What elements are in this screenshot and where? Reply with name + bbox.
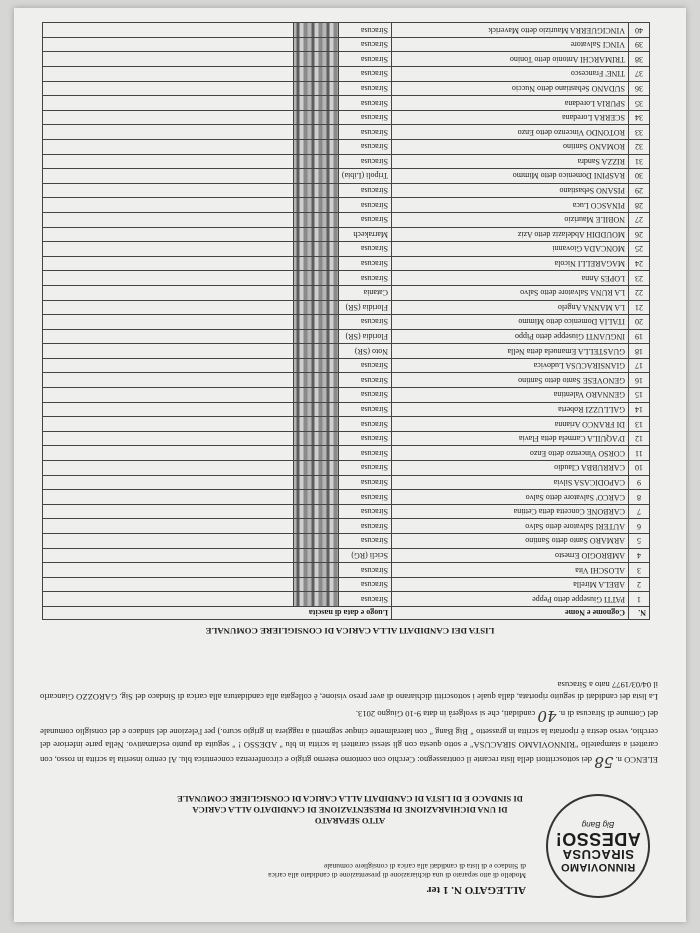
cell-number: 33 bbox=[629, 125, 650, 140]
logo-line-3: ADESSO! bbox=[555, 829, 641, 849]
table-row bbox=[43, 563, 650, 578]
table-row bbox=[43, 169, 650, 184]
cell-name: GUASTELLA Emanuela detta Nella bbox=[392, 344, 629, 359]
cell-redacted-date bbox=[293, 37, 338, 52]
table-row bbox=[43, 388, 650, 403]
table-row bbox=[43, 461, 650, 476]
cell-birthplace: Siracusa bbox=[338, 110, 391, 125]
cell-birthplace: Siracusa bbox=[338, 431, 391, 446]
table-row bbox=[43, 140, 650, 155]
cell-blank bbox=[43, 388, 294, 403]
cell-redacted-date bbox=[293, 198, 338, 213]
cell-blank bbox=[43, 534, 294, 549]
cell-redacted-date bbox=[293, 329, 338, 344]
cell-blank bbox=[43, 212, 294, 227]
table-row bbox=[43, 548, 650, 563]
cell-redacted-date bbox=[293, 96, 338, 111]
cell-number: 18 bbox=[629, 344, 650, 359]
cell-blank bbox=[43, 358, 294, 373]
cell-redacted-date bbox=[293, 344, 338, 359]
cell-number: 37 bbox=[629, 67, 650, 82]
allegato-title: ALLEGATO N. 1 ter bbox=[426, 884, 526, 896]
cell-blank bbox=[43, 300, 294, 315]
cell-redacted-date bbox=[293, 183, 338, 198]
cell-birthplace: Siracusa bbox=[338, 358, 391, 373]
cell-number: 3 bbox=[629, 563, 650, 578]
cell-birthplace: Siracusa bbox=[338, 388, 391, 403]
cell-number: 15 bbox=[629, 388, 650, 403]
table-row bbox=[43, 592, 650, 607]
paragraph-1 bbox=[40, 705, 658, 772]
cell-number: 6 bbox=[629, 519, 650, 534]
cell-number: 21 bbox=[629, 300, 650, 315]
cell-blank bbox=[43, 23, 294, 38]
cell-birthplace: Siracusa bbox=[338, 315, 391, 330]
cell-birthplace: Siracusa bbox=[338, 96, 391, 111]
cell-blank bbox=[43, 329, 294, 344]
cell-name: RASPINI Domenico detto Mimmo bbox=[392, 169, 629, 184]
candidate-count: 40 bbox=[537, 707, 557, 726]
cell-birthplace: Siracusa bbox=[338, 490, 391, 505]
cell-blank bbox=[43, 315, 294, 330]
table-row bbox=[43, 37, 650, 52]
cell-blank bbox=[43, 548, 294, 563]
cell-blank bbox=[43, 169, 294, 184]
paragraph-2 bbox=[40, 679, 658, 703]
cell-blank bbox=[43, 198, 294, 213]
cell-birthplace: Siracusa bbox=[338, 37, 391, 52]
cell-name: PISANO Sebastiano bbox=[392, 183, 629, 198]
cell-name: LOPES Anna bbox=[392, 271, 629, 286]
cell-name: SCERRA Loredana bbox=[392, 110, 629, 125]
cell-redacted-date bbox=[293, 592, 338, 607]
document-page bbox=[14, 8, 686, 922]
cell-number: 29 bbox=[629, 183, 650, 198]
cell-number: 30 bbox=[629, 169, 650, 184]
cell-blank bbox=[43, 373, 294, 388]
table-row bbox=[43, 417, 650, 432]
cell-number: 34 bbox=[629, 110, 650, 125]
cell-birthplace: Siracusa bbox=[338, 446, 391, 461]
logo-line-2: SIRACUSA bbox=[562, 847, 634, 862]
cell-redacted-date bbox=[293, 227, 338, 242]
cell-number: 4 bbox=[629, 548, 650, 563]
cell-name: LA MANNA Angelo bbox=[392, 300, 629, 315]
logo-line-1: RINNOVIAMO bbox=[560, 861, 636, 873]
cell-name: ITALIA Domenico detto Mimmo bbox=[392, 315, 629, 330]
cell-name: MONCADA Giovanni bbox=[392, 242, 629, 257]
cell-birthplace: Noto (SR) bbox=[338, 344, 391, 359]
table-row bbox=[43, 300, 650, 315]
cell-number: 23 bbox=[629, 271, 650, 286]
cell-birthplace: Siracusa bbox=[338, 256, 391, 271]
cell-name: PATTI Giuseppe detto Peppe bbox=[392, 592, 629, 607]
cell-birthplace: Siracusa bbox=[338, 140, 391, 155]
paragraph-1-text: dei sottoscrittori della lista recante il contrassegno: Cerchio con contorno esterno grigio e circonferenza concentrica blu. Al centro inserita la scritta in rosso, con caratteri a stampatello "RINNOVIAMO SIRACUSA" e sotto questa con gli stessi caratteri la scritta in blu " ADESSO ! " seguita da punto esclamativo. Nella parte inferiore del cerchio, verso destra è riportata la scritta in grassetto " Big Bang " con lateralmente cinque segmenti a raggiera in grigio scuro.) per l'elezione del sindaco e del consiglio comunale del Comune di Siracusa di n. bbox=[40, 709, 658, 765]
table-row bbox=[43, 285, 650, 300]
atto-line-3: DI SINDACO E DI LISTA DI CANDIDATI ALLA CARICA DI CONSIGLIERE COMUNALE bbox=[177, 793, 523, 804]
cell-number: 7 bbox=[629, 504, 650, 519]
atto-heading bbox=[74, 793, 626, 829]
table-row bbox=[43, 183, 650, 198]
list-title: LISTA DEI CANDIDATI ALLA CARICA DI CONSIGLIERE COMUNALE bbox=[205, 626, 495, 636]
cell-number: 27 bbox=[629, 212, 650, 227]
cell-name: ARMARO Santo detto Santino bbox=[392, 534, 629, 549]
cell-number: 40 bbox=[629, 23, 650, 38]
cell-birthplace: Floridia (SR) bbox=[338, 329, 391, 344]
cell-blank bbox=[43, 242, 294, 257]
cell-name: CAPODICASA Silvia bbox=[392, 475, 629, 490]
cell-number: 28 bbox=[629, 198, 650, 213]
table-row bbox=[43, 23, 650, 38]
cell-blank bbox=[43, 563, 294, 578]
table-row bbox=[43, 446, 650, 461]
cell-number: 35 bbox=[629, 96, 650, 111]
cell-blank bbox=[43, 227, 294, 242]
cell-blank bbox=[43, 490, 294, 505]
table-row bbox=[43, 154, 650, 169]
cell-number: 24 bbox=[629, 256, 650, 271]
header-name: Cognome e Nome bbox=[392, 607, 629, 620]
allegato-subtitle: Modello di atto separato di una dichiarazione di presentazione di candidato alla carica di Sindaco e di lista di candidati alla carica di consigliere comunale bbox=[268, 861, 526, 880]
rotated-sheet bbox=[14, 8, 686, 922]
cell-number: 14 bbox=[629, 402, 650, 417]
cell-number: 13 bbox=[629, 417, 650, 432]
cell-blank bbox=[43, 504, 294, 519]
cell-birthplace: Siracusa bbox=[338, 577, 391, 592]
table-row bbox=[43, 373, 650, 388]
cell-number: 39 bbox=[629, 37, 650, 52]
cell-redacted-date bbox=[293, 490, 338, 505]
cell-birthplace: Siracusa bbox=[338, 81, 391, 96]
cell-birthplace: Siracusa bbox=[338, 52, 391, 67]
cell-name: VINCI Salvatore bbox=[392, 37, 629, 52]
cell-name: VINCIGUERRA Maurizio detto Maverick bbox=[392, 23, 629, 38]
cell-number: 25 bbox=[629, 242, 650, 257]
cell-name: INGUANTI Giuseppe detto Pippo bbox=[392, 329, 629, 344]
cell-name: CARCO' Salvatore detto Salvo bbox=[392, 490, 629, 505]
table-row bbox=[43, 96, 650, 111]
cell-redacted-date bbox=[293, 402, 338, 417]
cell-birthplace: Siracusa bbox=[338, 154, 391, 169]
table-row bbox=[43, 125, 650, 140]
cell-blank bbox=[43, 81, 294, 96]
cell-name: ABELA Mirella bbox=[392, 577, 629, 592]
cell-redacted-date bbox=[293, 548, 338, 563]
cell-blank bbox=[43, 475, 294, 490]
cell-name: RIZZA Sandra bbox=[392, 154, 629, 169]
cell-redacted-date bbox=[293, 475, 338, 490]
cell-name: AUTERI Salvatore detto Salvo bbox=[392, 519, 629, 534]
cell-blank bbox=[43, 154, 294, 169]
cell-number: 9 bbox=[629, 475, 650, 490]
cell-blank bbox=[43, 577, 294, 592]
paragraph-1-end: candidati, che si svolgerà in data 9-10 Giugno 2013. bbox=[355, 709, 536, 720]
cell-redacted-date bbox=[293, 446, 338, 461]
cell-redacted-date bbox=[293, 300, 338, 315]
cell-redacted-date bbox=[293, 285, 338, 300]
cell-birthplace: Siracusa bbox=[338, 183, 391, 198]
cell-number: 16 bbox=[629, 373, 650, 388]
cell-name: CARBONE Concetta detta Cettina bbox=[392, 504, 629, 519]
cell-redacted-date bbox=[293, 256, 338, 271]
cell-redacted-date bbox=[293, 52, 338, 67]
table-row bbox=[43, 475, 650, 490]
cell-blank bbox=[43, 110, 294, 125]
cell-birthplace: Siracusa bbox=[338, 125, 391, 140]
cell-number: 31 bbox=[629, 154, 650, 169]
cell-name: GALLUZZI Roberta bbox=[392, 402, 629, 417]
table-row bbox=[43, 110, 650, 125]
cell-birthplace: Siracusa bbox=[338, 417, 391, 432]
table-row bbox=[43, 212, 650, 227]
table-row bbox=[43, 52, 650, 67]
cell-name: NOBILE Maurizio bbox=[392, 212, 629, 227]
table-header-row bbox=[43, 607, 650, 620]
cell-name: LA RUNA Salvatore detto Salvo bbox=[392, 285, 629, 300]
cell-redacted-date bbox=[293, 431, 338, 446]
cell-number: 5 bbox=[629, 534, 650, 549]
cell-number: 17 bbox=[629, 358, 650, 373]
cell-name: ROTONDO Vincenzo detto Enzo bbox=[392, 125, 629, 140]
cell-redacted-date bbox=[293, 315, 338, 330]
cell-blank bbox=[43, 402, 294, 417]
cell-number: 10 bbox=[629, 461, 650, 476]
cell-blank bbox=[43, 125, 294, 140]
table-row bbox=[43, 67, 650, 82]
cell-blank bbox=[43, 183, 294, 198]
cell-birthplace: Siracusa bbox=[338, 67, 391, 82]
cell-redacted-date bbox=[293, 534, 338, 549]
paragraph-2-born: nato a Siracusa bbox=[557, 679, 610, 690]
cell-number: 1 bbox=[629, 592, 650, 607]
elenco-number: 58 bbox=[594, 753, 614, 771]
cell-number: 8 bbox=[629, 490, 650, 505]
cell-birthplace: Siracusa bbox=[338, 519, 391, 534]
cell-name: SPURIA Loredana bbox=[392, 96, 629, 111]
cell-birthplace: Catania bbox=[338, 285, 391, 300]
cell-name: D'AQUILA Carmela detta Flavia bbox=[392, 431, 629, 446]
cell-number: 12 bbox=[629, 431, 650, 446]
cell-birthplace: Siracusa bbox=[338, 461, 391, 476]
logo-line-4: Big Bang bbox=[581, 820, 615, 829]
atto-line-2: DI UNA DICHIARAZIONE DI PRESENTAZIONE DI CANDIDATO ALLA CARICA bbox=[192, 804, 508, 815]
cell-name: TRIMARCHI Antonio detto Tonino bbox=[392, 52, 629, 67]
cell-redacted-date bbox=[293, 519, 338, 534]
cell-name: CARRUBBA Claudio bbox=[392, 461, 629, 476]
table-row bbox=[43, 490, 650, 505]
cell-name: AMBROGIO Ernesto bbox=[392, 548, 629, 563]
cell-blank bbox=[43, 256, 294, 271]
cell-name: MAGARELLI Nicola bbox=[392, 256, 629, 271]
table-row bbox=[43, 242, 650, 257]
cell-birthplace: Siracusa bbox=[338, 373, 391, 388]
cell-redacted-date bbox=[293, 504, 338, 519]
cell-birthplace: Siracusa bbox=[338, 271, 391, 286]
header-birth: Luogo e data di nascita bbox=[43, 607, 392, 620]
cell-birthplace: Tripoli (Libia) bbox=[338, 169, 391, 184]
paragraph-2-date: il 04/03/1977 bbox=[611, 679, 658, 690]
cell-name: SUDANO Sebastiano detto Nuccio bbox=[392, 81, 629, 96]
table-row bbox=[43, 227, 650, 242]
cell-blank bbox=[43, 52, 294, 67]
table-row bbox=[43, 577, 650, 592]
cell-redacted-date bbox=[293, 271, 338, 286]
cell-name: GIANSIRACUSA Ludovica bbox=[392, 358, 629, 373]
cell-number: 2 bbox=[629, 577, 650, 592]
cell-name: ALOSCHI Vita bbox=[392, 563, 629, 578]
cell-redacted-date bbox=[293, 169, 338, 184]
cell-blank bbox=[43, 592, 294, 607]
cell-name: GENNARO Valentina bbox=[392, 388, 629, 403]
cell-birthplace: Scicli (RG) bbox=[338, 548, 391, 563]
cell-number: 26 bbox=[629, 227, 650, 242]
cell-name: ROMANO Santino bbox=[392, 140, 629, 155]
cell-redacted-date bbox=[293, 461, 338, 476]
cell-redacted-date bbox=[293, 577, 338, 592]
cell-redacted-date bbox=[293, 388, 338, 403]
cell-birthplace: Siracusa bbox=[338, 198, 391, 213]
paragraph-2-text: La lista dei candidati di seguito riportata, dalla quale i sottoscritti dichiarano di aver preso visione, è collegata alla candidatura alla carica di Sindaco del Sig. GAROZZO Giancarlo bbox=[40, 692, 658, 702]
cell-blank bbox=[43, 140, 294, 155]
cell-blank bbox=[43, 37, 294, 52]
elenco-label: ELENCO n. bbox=[615, 755, 658, 765]
cell-redacted-date bbox=[293, 242, 338, 257]
table-row bbox=[43, 198, 650, 213]
candidates-body bbox=[43, 23, 650, 607]
cell-redacted-date bbox=[293, 212, 338, 227]
cell-blank bbox=[43, 461, 294, 476]
table-row bbox=[43, 329, 650, 344]
cell-name: GENOVESE Santo detto Santino bbox=[392, 373, 629, 388]
cell-number: 19 bbox=[629, 329, 650, 344]
cell-blank bbox=[43, 446, 294, 461]
cell-redacted-date bbox=[293, 81, 338, 96]
cell-name: CORSO Vincenzo detto Enzo bbox=[392, 446, 629, 461]
candidates-table bbox=[42, 22, 650, 620]
cell-birthplace: Marrakech bbox=[338, 227, 391, 242]
cell-redacted-date bbox=[293, 140, 338, 155]
cell-birthplace: Floridia (SR) bbox=[338, 300, 391, 315]
allegato-header bbox=[34, 861, 526, 896]
body-text bbox=[40, 677, 658, 772]
cell-blank bbox=[43, 285, 294, 300]
cell-number: 11 bbox=[629, 446, 650, 461]
cell-number: 22 bbox=[629, 285, 650, 300]
cell-blank bbox=[43, 344, 294, 359]
cell-redacted-date bbox=[293, 67, 338, 82]
cell-redacted-date bbox=[293, 563, 338, 578]
cell-name: DI FRANCO Arianna bbox=[392, 417, 629, 432]
cell-blank bbox=[43, 271, 294, 286]
table-row bbox=[43, 534, 650, 549]
table-row bbox=[43, 81, 650, 96]
cell-number: 36 bbox=[629, 81, 650, 96]
cell-birthplace: Siracusa bbox=[338, 563, 391, 578]
table-row bbox=[43, 315, 650, 330]
cell-blank bbox=[43, 431, 294, 446]
cell-birthplace: Siracusa bbox=[338, 23, 391, 38]
cell-number: 20 bbox=[629, 315, 650, 330]
table-row bbox=[43, 431, 650, 446]
header-number: N. bbox=[629, 607, 650, 620]
cell-birthplace: Siracusa bbox=[338, 475, 391, 490]
cell-redacted-date bbox=[293, 417, 338, 432]
cell-name: PINASCO Luca bbox=[392, 198, 629, 213]
cell-birthplace: Siracusa bbox=[338, 592, 391, 607]
table-row bbox=[43, 344, 650, 359]
cell-redacted-date bbox=[293, 125, 338, 140]
table-row bbox=[43, 504, 650, 519]
cell-blank bbox=[43, 417, 294, 432]
cell-name: TINE' Francesco bbox=[392, 67, 629, 82]
cell-name: MOUDDIH Abdelaziz detto Aziz bbox=[392, 227, 629, 242]
cell-blank bbox=[43, 67, 294, 82]
cell-redacted-date bbox=[293, 154, 338, 169]
cell-redacted-date bbox=[293, 110, 338, 125]
cell-redacted-date bbox=[293, 358, 338, 373]
cell-birthplace: Siracusa bbox=[338, 212, 391, 227]
cell-number: 32 bbox=[629, 140, 650, 155]
table-row bbox=[43, 256, 650, 271]
cell-birthplace: Siracusa bbox=[338, 534, 391, 549]
cell-birthplace: Siracusa bbox=[338, 402, 391, 417]
cell-birthplace: Siracusa bbox=[338, 504, 391, 519]
cell-blank bbox=[43, 519, 294, 534]
cell-redacted-date bbox=[293, 373, 338, 388]
table-row bbox=[43, 271, 650, 286]
cell-redacted-date bbox=[293, 23, 338, 38]
cell-blank bbox=[43, 96, 294, 111]
table-row bbox=[43, 519, 650, 534]
table-row bbox=[43, 358, 650, 373]
cell-number: 38 bbox=[629, 52, 650, 67]
cell-birthplace: Siracusa bbox=[338, 242, 391, 257]
table-row bbox=[43, 402, 650, 417]
atto-line-1: ATTO SEPARATO bbox=[314, 816, 386, 826]
